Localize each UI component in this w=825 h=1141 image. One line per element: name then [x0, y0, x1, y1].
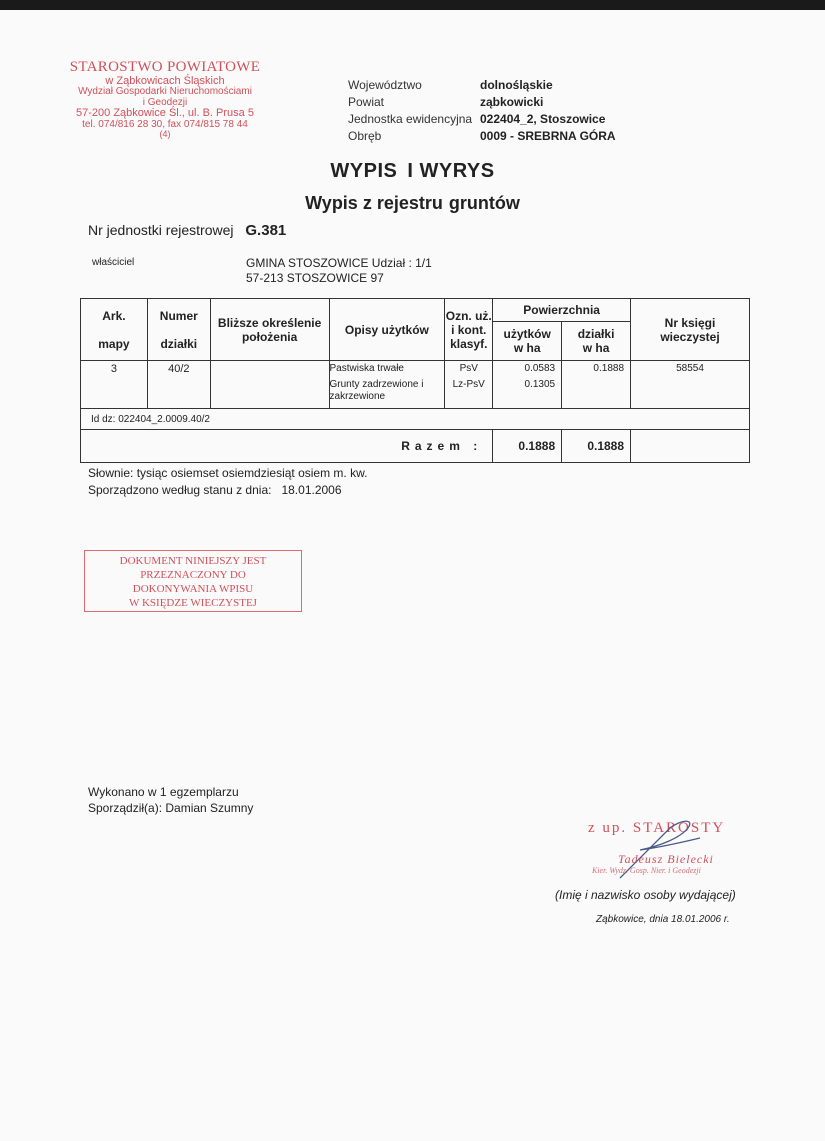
place-date: Ząbkowice, dnia 18.01.2006 r. [596, 914, 730, 925]
col-header-nrksiegi: Nr księgi wieczystej [631, 299, 750, 361]
table-row [81, 361, 750, 409]
signature-mark [600, 808, 720, 888]
authority-stamp: z up. STAROSTY [588, 820, 726, 836]
stamp-line: STAROSTWO POWIATOWE [69, 59, 261, 75]
region-value: dolnośląskie [480, 78, 553, 92]
title-part: WYPIS [330, 160, 398, 182]
total-empty [631, 430, 750, 463]
document-subtitle [0, 193, 825, 214]
register-stamp [84, 550, 302, 612]
owner-info [246, 256, 432, 286]
header-text: Ozn. uż. [445, 308, 492, 323]
header-text: w ha [582, 341, 610, 355]
cell-nr-ksiegi [631, 361, 750, 409]
region-value: 0009 - SREBRNA GÓRA [480, 129, 616, 143]
use-code: Lz-PsV [452, 379, 485, 390]
region-label: Województwo [348, 78, 422, 92]
use-code: PsV [459, 363, 478, 374]
signer-role: Kier. Wydz. Gosp. Nier. i Geodezji [592, 866, 701, 875]
cell-text: 58554 [676, 363, 704, 374]
header-text: mapy [98, 336, 130, 351]
issuer-label: (Imię i nazwisko osoby wydającej) [555, 888, 736, 902]
col-header-blizsze: Bliższe określenie położenia [210, 299, 329, 361]
cell-ozn [445, 361, 493, 409]
col-header-uzytkow [493, 322, 562, 361]
use-area: 0.1305 [524, 379, 556, 390]
stamp-line: w Ząbkowicach Śląskich [105, 74, 225, 87]
cell-ark [81, 361, 148, 409]
total-dzialki: 0.1888 [562, 430, 631, 463]
subtitle-part: Wypis z rejestru [305, 193, 443, 213]
stamp-line: DOKUMENT NINIEJSZY JEST [119, 555, 267, 567]
header-text: Ark. [102, 308, 126, 323]
cell-pow-uzytkow [493, 361, 562, 409]
cell-text: 0.1888 [593, 363, 625, 374]
region-label: Powiat [348, 95, 385, 109]
col-header-ark [81, 299, 148, 361]
cell-pow-dzialki [562, 361, 631, 409]
region-value: ząbkowicki [480, 95, 544, 109]
header-text: w ha [513, 341, 541, 355]
status-date: Sporządzono według stanu z dnia: 18.01.2006 [88, 483, 342, 497]
region-row [348, 112, 616, 129]
stamp-line: (4) [159, 129, 171, 140]
area-in-words: Słownie: tysiąc osiemset osiemdziesiąt osiem m. kw. [88, 466, 368, 480]
col-header-opisy: Opisy użytków [329, 299, 445, 361]
execution-info [88, 784, 253, 816]
region-row [348, 129, 616, 146]
title-part: I WYRYS [407, 160, 495, 182]
stamp-line: PRZEZNACZONY DO [140, 569, 246, 581]
unit-value: G.381 [245, 222, 287, 239]
use-area: 0.0583 [524, 363, 556, 374]
subtitle-part: gruntów [448, 193, 520, 213]
header-text: użytków [503, 327, 551, 341]
header-text: klasyf. [450, 336, 488, 351]
region-info [348, 78, 616, 146]
cell-numer [147, 361, 210, 409]
owner-label: właściciel [92, 257, 135, 268]
total-row [81, 430, 750, 463]
office-stamp [60, 60, 270, 140]
region-row [348, 95, 616, 112]
id-dz: Id dz: 022404_2.0009.40/2 [81, 409, 750, 430]
cell-text: 3 [110, 363, 117, 375]
stamp-line: DOKONYWANIA WPISU [132, 583, 254, 595]
use-desc: Grunty zadrzewione i zakrzewione [329, 379, 424, 402]
land-register-table [80, 298, 750, 463]
region-label: Jednostka ewidencyjna [348, 112, 473, 126]
col-header-numer [147, 299, 210, 361]
cell-blizsze [210, 361, 329, 409]
region-value: 022404_2, Stoszowice [480, 112, 606, 126]
stamp-line: Wydział Gospodarki Nieruchomościami [78, 86, 252, 98]
col-header-powierzchnia: Powierzchnia [493, 299, 631, 322]
cell-opisy [329, 361, 445, 409]
signer-name: Tadeusz Bielecki [618, 852, 714, 866]
id-row [81, 409, 750, 430]
cell-text: 40/2 [168, 363, 190, 375]
owner-name: GMINA STOSZOWICE Udział : 1/1 [246, 256, 432, 270]
header-text: i kont. [451, 322, 487, 337]
stamp-line: 57-200 Ząbkowice Śl., ul. B. Prusa 5 [76, 107, 254, 120]
document-title [0, 160, 825, 183]
header-text: działki [577, 327, 615, 341]
col-header-dzialki-pow [562, 322, 631, 361]
stamp-line: i Geodezji [142, 96, 188, 108]
owner-address: 57-213 STOSZOWICE 97 [246, 271, 384, 285]
use-desc: Pastwiska trwałe [329, 363, 404, 374]
summary [88, 465, 367, 499]
header-text: Numer [159, 308, 198, 323]
total-uzytkow: 0.1888 [493, 430, 562, 463]
unit-label: Nr jednostki rejestrowej [88, 222, 234, 238]
header-text: działki [160, 336, 198, 351]
prepared-by: Sporządził(a): Damian Szumny [88, 801, 254, 815]
region-label: Obręb [348, 129, 382, 143]
copies: Wykonano w 1 egzemplarzu [88, 785, 239, 799]
stamp-line: W KSIĘDZE WIECZYSTEJ [129, 597, 257, 609]
region-row [348, 78, 616, 95]
col-header-ozn [445, 299, 493, 361]
unit-number [88, 222, 286, 239]
scan-border [0, 0, 825, 10]
stamp-line: tel. 074/816 28 30, fax 074/815 78 44 [82, 118, 248, 130]
total-label: Razem : [81, 430, 493, 463]
